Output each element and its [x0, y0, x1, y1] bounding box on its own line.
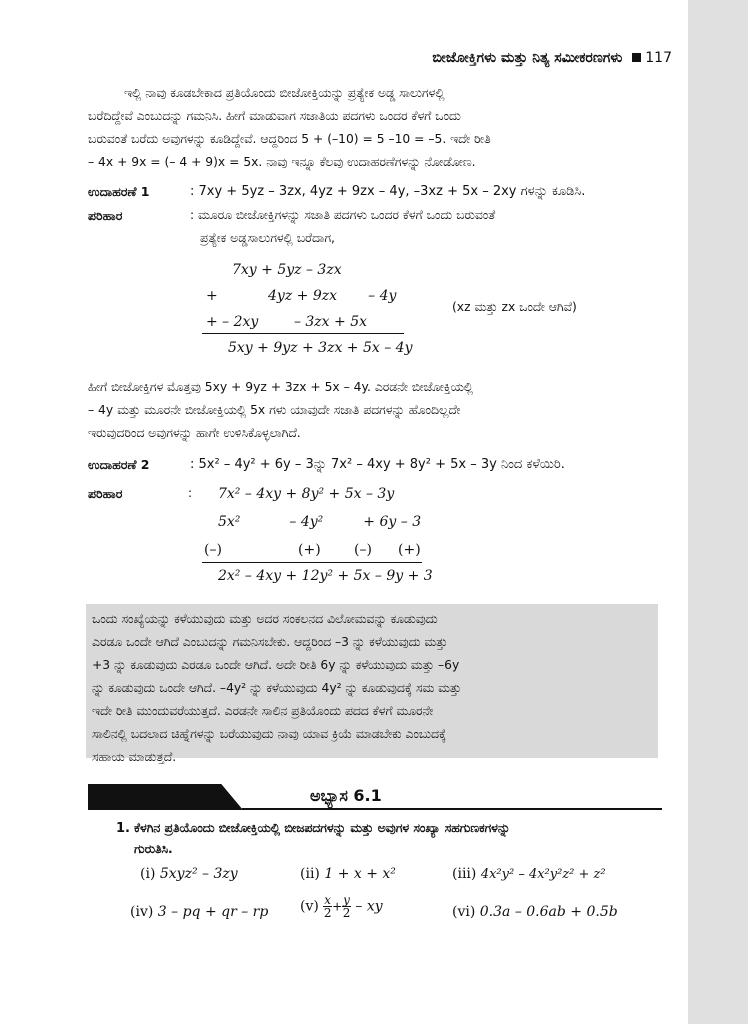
example2-diff-rule	[202, 562, 422, 563]
example1-solution-line: ಪ್ರತ್ಯೇಕ ಅಡ್ಡಸಾಲುಗಳಲ್ಲಿ ಬರೆದಾಗ,	[200, 231, 335, 245]
example2-row1: 7x² – 4xy + 8y² + 5x – 3y	[218, 486, 395, 502]
intro-line: ಬರೆದಿದ್ದೇವೆ ಎಂಬುದನ್ನು ಗಮನಿಸಿ. ಹೀಗೆ ಮಾಡುವಾಗ ಸಜಾತಿಯ ಪದಗಳು ಒಂದರ ಕೆಳಗೆ ಒಂದು	[88, 109, 461, 123]
page-margin-sidebar	[688, 0, 748, 1024]
note-box	[86, 604, 658, 764]
chapter-title: ಬೀಜೋಕ್ತಿಗಳು ಮತ್ತು ನಿತ್ಯ ಸಮೀಕರಣಗಳು	[432, 50, 623, 66]
document-page	[82, 0, 672, 1024]
example2-solution-label: ಪರಿಹಾರ	[88, 486, 123, 501]
item-expression: 5xyz² – 3zy	[159, 866, 238, 882]
fraction-numerator: x	[324, 893, 332, 907]
note-line: ನ್ನು ಕೂಡುವುದು ಒಂದೇ ಆಗಿದೆ. –4y² ನ್ನು ಕಳೆಯುವುದು 4y² ನ್ನು ಕೂಡುವುದಕ್ಕೆ ಸಮ ಮತ್ತು	[92, 681, 462, 695]
exercise-banner-block	[88, 784, 243, 810]
item-number: (vi)	[452, 904, 476, 920]
example1-row3: + – 2xy – 3zx + 5x	[206, 314, 368, 330]
page-number: 117	[645, 50, 672, 66]
exercise-item	[300, 866, 396, 882]
example1-result: 5xy + 9yz + 3zx + 5x – 4y	[228, 340, 413, 356]
example2-sign: (+)	[398, 542, 421, 558]
note-line: ಸಾಲಿನಲ್ಲಿ ಬದಲಾದ ಚಿಹ್ನೆಗಳನ್ನು ಬರೆಯುವುದು ನಾವು ಯಾವ ಕ್ರಿಯೆ ಮಾಡಬೇಕು ಎಂಬುದಕ್ಕೆ	[92, 727, 447, 741]
item-expression: 1 + x + x²	[324, 866, 396, 882]
example2-sign: (+)	[298, 542, 321, 558]
summary-line: – 4y ಮತ್ತು ಮೂರನೇ ಬೀಜೋಕ್ತಿಯಲ್ಲಿ 5x ಗಳು ಯಾವುದೇ ಸಜಾತಿ ಪದಗಳನ್ನು ಹೊಂದಿಲ್ಲದೇ	[88, 403, 461, 417]
exercise-item	[452, 866, 606, 882]
fraction-denominator: 2	[342, 906, 351, 920]
intro-paragraph	[88, 82, 672, 174]
exercise-banner	[82, 784, 662, 810]
example2-row2: 5x² – 4y² + 6y – 3	[218, 514, 422, 530]
exercise-item	[452, 904, 618, 920]
item-number: (i)	[140, 866, 156, 882]
intro-line: – 4x + 9x = (– 4 + 9)x = 5x. ನಾವು ಇನ್ನೂ ಕೆಲವು ಉದಾಹರಣೆಗಳನ್ನು ನೋಡೋಣ.	[88, 155, 476, 169]
example1-note: (xz ಮತ್ತು zx ಒಂದೇ ಆಗಿವೆ)	[452, 300, 577, 314]
item-expression: – xy	[355, 898, 383, 915]
example2-label: ಉದಾಹರಣೆ 2	[88, 457, 150, 472]
intro-line: ಬರುವಂತೆ ಬರೆದು ಅವುಗಳನ್ನು ಕೂಡಿದ್ದೇವೆ. ಆದ್ದರಿಂದ 5 + (–10) = 5 –10 = –5. ಇದೇ ರೀತಿ	[88, 132, 491, 146]
example1-solution-label: ಪರಿಹಾರ	[88, 208, 123, 223]
item-number: (iv)	[130, 904, 154, 920]
exercise-item	[130, 904, 268, 920]
item-number: (v)	[300, 898, 319, 915]
example1-text: : 7xy + 5yz – 3zx, 4yz + 9zx – 4y, –3xz + 5x – 2xy ಗಳನ್ನು ಕೂಡಿಸಿ.	[190, 184, 586, 199]
fraction-denominator: 2	[323, 906, 332, 920]
page-header	[432, 50, 672, 66]
example1-label: ಉದಾಹರಣೆ 1	[88, 184, 150, 199]
item-number: (ii)	[300, 866, 320, 882]
example2-sign: (–)	[204, 542, 222, 558]
item-expression: 3 – pq + qr – rp	[157, 904, 269, 920]
example2-colon: :	[188, 486, 193, 500]
summary-line: ಇರುವುದರಿಂದ ಅವುಗಳನ್ನು ಹಾಗೇ ಉಳಿಸಿಕೊಳ್ಳಲಾಗಿದೆ.	[88, 426, 301, 440]
example1-solution-line: : ಮೂರೂ ಬೀಜೋಕ್ತಿಗಳನ್ನು ಸಜಾತಿ ಪದಗಳು ಒಂದರ ಕೆಳಗೆ ಒಂದು ಬರುವಂತೆ	[190, 208, 496, 222]
q1-number: 1.	[116, 821, 130, 836]
example1-row2-plus: +	[206, 288, 218, 304]
summary-paragraph	[88, 376, 672, 445]
q1-text: ಕೆಳಗಿನ ಪ್ರತಿಯೊಂದು ಬೀಜೋಕ್ತಿಯಲ್ಲಿ ಬೀಜಪದಗಳನ್ನು ಮತ್ತು ಅವುಗಳ ಸಂಖ್ಯಾ ಸಹಗುಣಕಗಳನ್ನು	[134, 821, 511, 835]
item-expression: 4x²y² – 4x²y²z² + z²	[480, 867, 606, 882]
fraction-numerator: y	[343, 893, 350, 907]
note-line: ಸಹಾಯ ಮಾಡುತ್ತದೆ.	[92, 750, 177, 764]
example1-row2: 4yz + 9zx – 4y	[268, 288, 397, 304]
note-line: ಇದೇ ರೀತಿ ಮುಂದುವರೆಯುತ್ತದೆ. ಎರಡನೇ ಸಾಲಿನ ಪ್ರತಿಯೊಂದು ಪದದ ಕೆಳಗೆ ಮೂರನೇ	[92, 704, 434, 718]
example1-sum-rule	[202, 333, 404, 334]
example1-row1: 7xy + 5yz – 3zx	[232, 262, 342, 278]
note-line: ಒಂದು ಸಂಖ್ಯೆಯನ್ನು ಕಳೆಯುವುದು ಮತ್ತು ಅದರ ಸಂಕಲನದ ವಿಲೋಮವನ್ನು ಕೂಡುವುದು	[92, 612, 438, 626]
plus-sign: +	[332, 899, 343, 914]
note-line: +3 ನ್ನು ಕೂಡುವುದು ಎರಡೂ ಒಂದೇ ಆಗಿದೆ. ಅದೇ ರೀತಿ 6y ನ್ನು ಕಳೆಯುವುದು ಮತ್ತು –6y	[92, 658, 460, 672]
exercise-banner-line	[242, 808, 662, 810]
summary-line: ಹೀಗೆ ಬೀಜೋಕ್ತಿಗಳ ಮೊತ್ತವು 5xy + 9yz + 3zx + 5x – 4y. ಎರಡನೇ ಬೀಜೋಕ್ತಿಯಲ್ಲಿ	[88, 380, 474, 394]
fraction	[323, 894, 332, 919]
exercise-title: ಅಭ್ಯಾಸ 6.1	[310, 786, 382, 805]
fraction	[342, 894, 351, 919]
exercise-item	[300, 894, 383, 919]
example2-sign: (–)	[354, 542, 372, 558]
exercise-item	[140, 866, 238, 882]
example2-text: : 5x² – 4y² + 6y – 3ನ್ನು 7x² – 4xy + 8y² + 5x – 3y ನಿಂದ ಕಳೆಯಿರಿ.	[190, 457, 565, 472]
item-expression: 0.3a – 0.6ab + 0.5b	[479, 904, 618, 920]
header-square-icon	[632, 53, 641, 62]
intro-line: ಇಲ್ಲಿ ನಾವು ಕೂಡಬೇಕಾದ ಪ್ರತಿಯೊಂದು ಬೀಜೋಕ್ತಿಯನ್ನು ಪ್ರತ್ಯೇಕ ಅಡ್ಡ ಸಾಲುಗಳಲ್ಲಿ	[124, 86, 445, 100]
note-line: ಎರಡೂ ಒಂದೇ ಆಗಿದೆ ಎಂಬುದನ್ನು ಗಮನಿಸಬೇಕು. ಆದ್ದರಿಂದ –3 ನ್ನು ಕಳೆಯುವುದು ಮತ್ತು	[92, 635, 448, 649]
q1-text: ಗುರುತಿಸಿ.	[134, 842, 173, 856]
item-number: (iii)	[452, 866, 477, 882]
example2-result: 2x² – 4xy + 12y² + 5x – 9y + 3	[218, 568, 433, 584]
